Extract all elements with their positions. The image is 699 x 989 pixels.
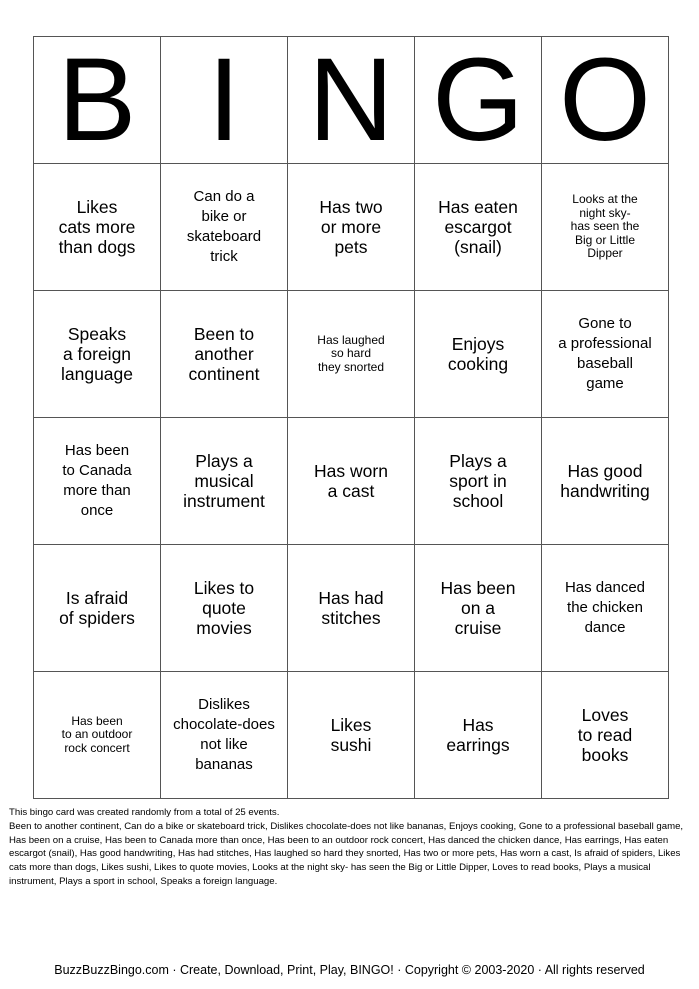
bingo-cell: Has good handwriting <box>542 418 669 545</box>
bingo-cell: Been to another continent <box>161 291 288 418</box>
bingo-cell: Has had stitches <box>288 545 415 672</box>
card-description-intro: This bingo card was created randomly from a total of 25 events. <box>9 807 280 818</box>
header-letter-o: O <box>542 37 669 164</box>
bingo-cell: Likes sushi <box>288 672 415 799</box>
bingo-row-1 <box>34 164 669 291</box>
bingo-cell: Dislikes chocolate-does not like bananas <box>161 672 288 799</box>
bingo-cell: Has eaten escargot (snail) <box>415 164 542 291</box>
bingo-cell: Has been to Canada more than once <box>34 418 161 545</box>
bingo-cell: Speaks a foreign language <box>34 291 161 418</box>
bingo-cell: Can do a bike or skateboard trick <box>161 164 288 291</box>
bingo-cell: Loves to read books <box>542 672 669 799</box>
bingo-cell: Has two or more pets <box>288 164 415 291</box>
bingo-cell: Likes cats more than dogs <box>34 164 161 291</box>
bingo-cell: Likes to quote movies <box>161 545 288 672</box>
bingo-cell: Has worn a cast <box>288 418 415 545</box>
bingo-cell: Has earrings <box>415 672 542 799</box>
bingo-row-3 <box>34 418 669 545</box>
bingo-cell: Looks at the night sky- has seen the Big or Little Dipper <box>542 164 669 291</box>
bingo-card <box>33 36 669 799</box>
bingo-cell: Has been on a cruise <box>415 545 542 672</box>
bingo-cell: Gone to a professional baseball game <box>542 291 669 418</box>
bingo-row-5 <box>34 672 669 799</box>
bingo-cell: Plays a sport in school <box>415 418 542 545</box>
bingo-cell: Enjoys cooking <box>415 291 542 418</box>
bingo-cell: Is afraid of spiders <box>34 545 161 672</box>
header-letter-n: N <box>288 37 415 164</box>
bingo-cell: Plays a musical instrument <box>161 418 288 545</box>
card-event-list: Been to another continent, Can do a bike or skateboard trick, Dislikes chocolate-does not like bananas, Enjoys cooking, Gone to a professional baseball game, Has been on a cruise, Has been to Canada more than once, Has been to an outdoor rock concert, Has danced the chicken dance, Has earrings, Has eaten escargot (snail), Has good handwriting, Has had stitches, Has laughed so hard they snorted, Has two or more pets, Has worn a cast, Is afraid of spiders, Likes cats more than dogs, Likes sushi, Likes to quote movies, Looks at the night sky- has seen the Big or Little Dipper, Loves to read books, Plays a musical instrument, Plays a sport in school, Speaks a foreign language. <box>9 820 684 887</box>
bingo-cell: Has been to an outdoor rock concert <box>34 672 161 799</box>
bingo-row-2 <box>34 291 669 418</box>
header-letter-b: B <box>34 37 161 164</box>
site-footer: BuzzBuzzBingo.com · Create, Download, Print, Play, BINGO! · Copyright © 2003-2020 · All rights reserved <box>54 963 645 977</box>
bingo-cell: Has danced the chicken dance <box>542 545 669 672</box>
bingo-cell: Has laughed so hard they snorted <box>288 291 415 418</box>
header-letter-i: I <box>161 37 288 164</box>
bingo-header-row <box>34 37 669 164</box>
bingo-row-4 <box>34 545 669 672</box>
card-description <box>9 806 691 889</box>
header-letter-g: G <box>415 37 542 164</box>
